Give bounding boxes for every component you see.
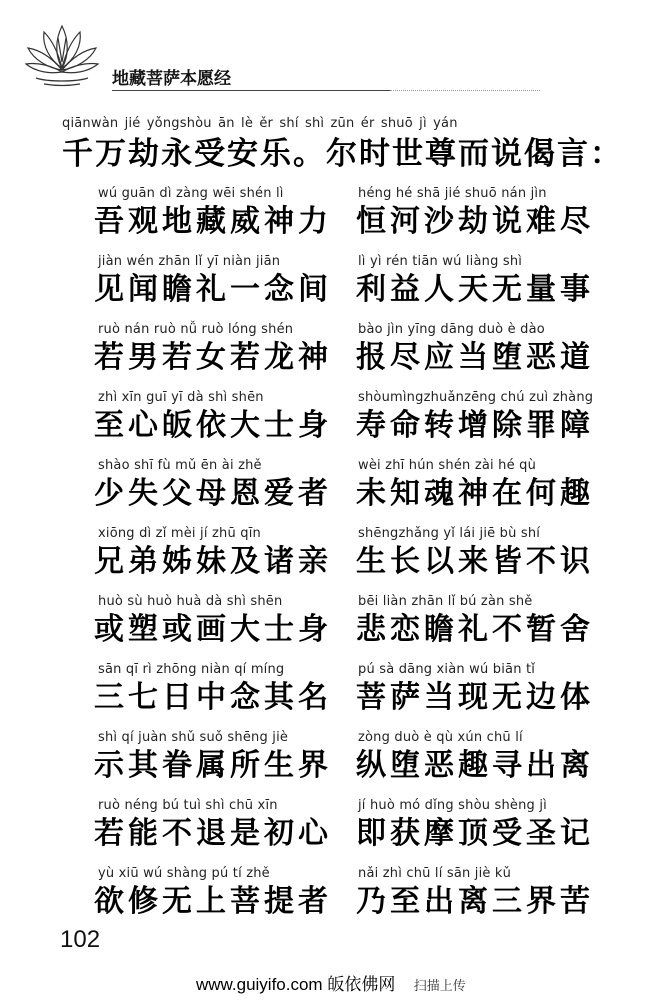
verse-right-text: 未知魂神在何趣 [356, 476, 594, 511]
verse-left-text: 三七日中念其名 [94, 680, 332, 715]
verse-right-pinyin: bēi liàn zhān lǐ bú zàn shě [358, 594, 533, 609]
verse-left-pinyin: jiàn wén zhān lǐ yī niàn jiān [98, 254, 281, 269]
verse-right-pinyin: shòumìngzhuǎnzēng chú zuì zhàng [358, 390, 594, 405]
verse-left-pinyin: huò sù huò huà dà shì shēn [98, 594, 283, 609]
lead-text: 千万劫永受安乐。尔时世尊而说偈言： [62, 136, 623, 172]
header-rule [112, 90, 390, 91]
verse-left-text: 或塑或画大士身 [94, 612, 332, 647]
verse-right-text: 生长以来皆不识 [356, 544, 594, 579]
verse-left-pinyin: yù xiū wú shàng pú tí zhě [98, 866, 270, 881]
verse-right-pinyin: lì yì rén tiān wú liàng shì [358, 254, 523, 269]
verse-right-pinyin: shēngzhǎng yǐ lái jiē bù shí [358, 526, 541, 541]
verse-left-pinyin: sān qī rì zhōng niàn qí míng [98, 662, 285, 677]
verse-left-text: 示其眷属所生界 [94, 748, 332, 783]
verse-right-pinyin: zòng duò è qù xún chū lí [358, 730, 523, 745]
verse-left-text: 若能不退是初心 [94, 816, 332, 851]
verse-left-pinyin: zhì xīn guī yī dà shì shēn [98, 390, 264, 405]
header-rule-dotted [390, 90, 540, 91]
verse-right-text: 恒河沙劫说难尽 [356, 204, 594, 239]
book-title: 地藏菩萨本愿经 [112, 69, 231, 89]
verse-left-text: 见闻瞻礼一念间 [94, 272, 332, 307]
verse-left-pinyin: wú guān dì zàng wēi shén lì [98, 186, 284, 201]
lead-pinyin: qiānwàn jié yǒngshòu ān lè ěr shí shì zūn ér shuō jì yán [62, 116, 458, 131]
verse-right-pinyin: bào jìn yīng dāng duò è dào [358, 322, 545, 337]
verse-left-pinyin: ruò nán ruò nǚ ruò lóng shén [98, 322, 294, 337]
verse-right-text: 纵堕恶趣寻出离 [356, 748, 594, 783]
verse-right-text: 即获摩顶受圣记 [356, 816, 594, 851]
verse-right-pinyin: héng hé shā jié shuō nán jìn [358, 186, 547, 201]
verse-left-text: 兄弟姊妹及诸亲 [94, 544, 332, 579]
footer-site: www.guiyifo.com 皈依佛网 [196, 975, 396, 994]
footer-scan-note: 扫描上传 [413, 978, 466, 993]
verse-left-text: 吾观地藏威神力 [94, 204, 332, 239]
lotus-icon [22, 18, 102, 92]
verse-right-text: 菩萨当现无边体 [356, 680, 594, 715]
verse-right-pinyin: pú sà dāng xiàn wú biān tǐ [358, 662, 536, 677]
footer [196, 970, 466, 995]
verse-left-text: 至心皈依大士身 [94, 408, 332, 443]
verse-left-text: 欲修无上菩提者 [94, 884, 332, 919]
verse-right-text: 寿命转增除罪障 [356, 408, 594, 443]
verse-left-pinyin: shì qí juàn shǔ suǒ shēng jiè [98, 730, 289, 745]
verse-right-pinyin: nǎi zhì chū lí sān jiè kǔ [358, 866, 512, 881]
verse-right-text: 利益人天无量事 [356, 272, 594, 307]
verse-left-text: 若男若女若龙神 [94, 340, 332, 375]
verse-right-text: 报尽应当堕恶道 [356, 340, 594, 375]
verse-right-pinyin: jí huò mó dǐng shòu shèng jì [358, 798, 547, 813]
verse-right-text: 乃至出离三界苦 [356, 884, 594, 919]
verse-left-text: 少失父母恩爱者 [94, 476, 332, 511]
verse-left-pinyin: xiōng dì zǐ mèi jí zhū qīn [98, 526, 261, 541]
page-header [0, 0, 663, 100]
page-number: 102 [60, 926, 101, 953]
verse-left-pinyin: shào shī fù mǔ ēn ài zhě [98, 458, 262, 473]
verse-left-pinyin: ruò néng bú tuì shì chū xīn [98, 798, 278, 813]
verse-right-pinyin: wèi zhī hún shén zài hé qù [358, 458, 537, 473]
verse-right-text: 悲恋瞻礼不暂舍 [356, 612, 594, 647]
